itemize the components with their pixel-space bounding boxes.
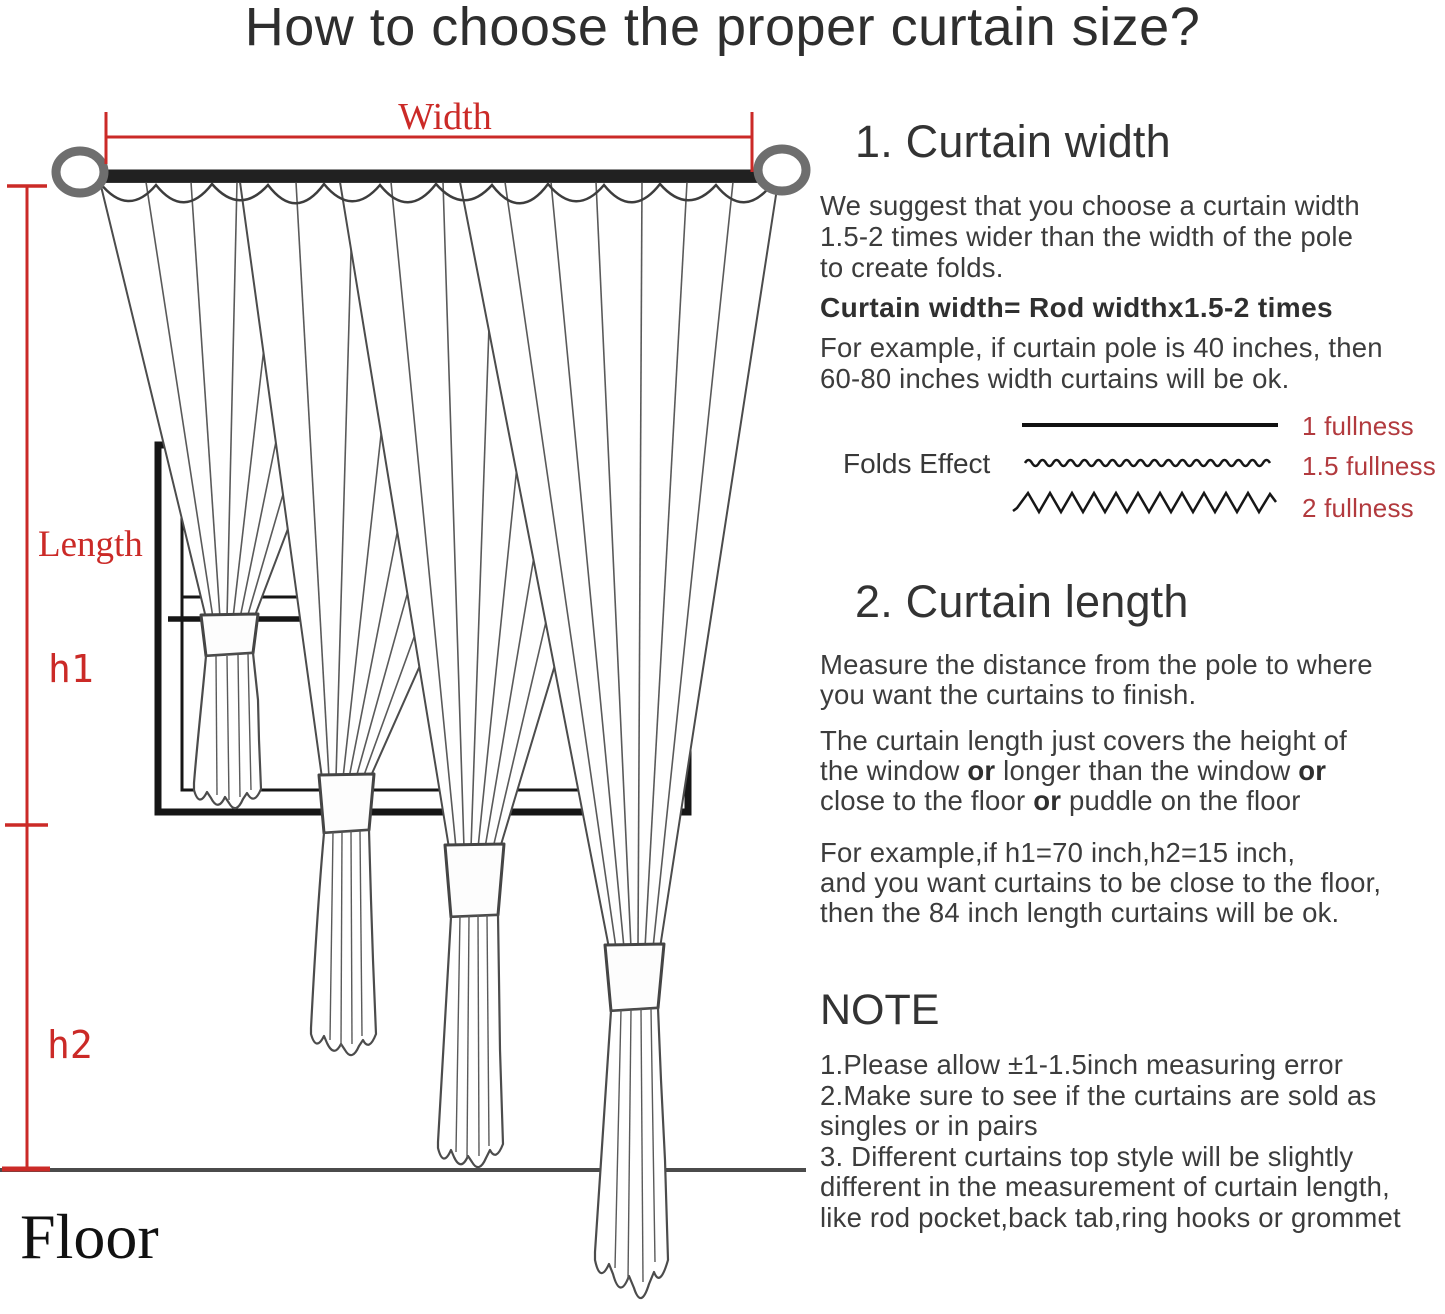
text-line: The curtain length just covers the height of: [820, 725, 1348, 756]
note-line: different in the measurement of curtain length,: [820, 1171, 1390, 1202]
note-heading: NOTE: [820, 986, 940, 1034]
fullness-label-1: 1 fullness: [1302, 411, 1414, 441]
note-line: 3. Different curtains top style will be slightly: [820, 1140, 1354, 1172]
text-segment: longer than the window: [995, 755, 1299, 786]
text-line: For example, if curtain pole is 40 inches, then: [820, 332, 1383, 363]
note-line: 1.Please allow ±1-1.5inch measuring error: [820, 1049, 1344, 1080]
text-line: and you want curtains to be close to the floor,: [820, 867, 1382, 898]
tie-band-1: [201, 614, 258, 656]
h1-label: h1: [48, 647, 94, 691]
tie-band-3: [445, 844, 504, 917]
bold-or: or: [1298, 755, 1327, 786]
text-segment: close to the floor: [820, 785, 1034, 816]
bold-or: or: [967, 755, 996, 786]
width-label: Width: [398, 96, 492, 138]
note-line: 2.Make sure to see if the curtains are sold as: [820, 1079, 1377, 1111]
section-2-heading: 2. Curtain length: [855, 576, 1189, 627]
width-formula: Curtain width= Rod widthx1.5-2 times: [820, 292, 1334, 323]
text-line: [820, 756, 1347, 786]
tie-band-4: [605, 944, 664, 1011]
tie-band-2: [319, 774, 374, 833]
text-line: you want the curtains to finish.: [820, 679, 1197, 710]
note-list: [820, 1050, 1401, 1233]
bold-or: or: [1033, 785, 1062, 816]
note-line: like rod pocket,back tab,ring hooks or grommet: [820, 1201, 1401, 1233]
width-paragraph-2: [820, 332, 1383, 394]
rod-ring-right: [758, 149, 806, 191]
h2-label: h2: [47, 1023, 93, 1067]
text-line: to create folds.: [820, 252, 1004, 283]
page-title: How to choose the proper curtain size?: [244, 0, 1201, 57]
text-line: 1.5-2 times wider than the width of the pole: [820, 221, 1354, 252]
fullness-line-1-5: [1025, 460, 1270, 466]
length-paragraph-3: [820, 838, 1381, 928]
length-paragraph-1: [820, 650, 1373, 710]
section-1-heading: 1. Curtain width: [855, 116, 1171, 167]
text-line: We suggest that you choose a curtain width: [820, 190, 1360, 221]
text-segment: puddle on the floor: [1061, 785, 1301, 816]
fullness-label-2: 2 fullness: [1302, 493, 1414, 523]
length-measure: [2, 186, 143, 1169]
width-measure: [106, 96, 752, 172]
text-line: Measure the distance from the pole to where: [820, 649, 1373, 680]
text-line: 60-80 inches width curtains will be ok.: [820, 363, 1290, 394]
fullness-label-1-5: 1.5 fullness: [1302, 451, 1436, 481]
length-label: Length: [38, 524, 143, 565]
text-line: [820, 786, 1347, 816]
width-paragraph-1: [820, 190, 1360, 283]
text-segment: the window: [820, 755, 968, 786]
floor-label: Floor: [20, 1201, 159, 1272]
fullness-line-2: [1013, 493, 1276, 512]
tassel-1: [194, 653, 261, 808]
tassel-4: [595, 1008, 668, 1298]
folds-effect-lines: [1005, 405, 1295, 535]
note-line: singles or in pairs: [820, 1110, 1038, 1141]
text-line: then the 84 inch length curtains will be ok.: [820, 897, 1340, 928]
rod-ring-left: [56, 151, 104, 193]
length-paragraph-2: [820, 726, 1347, 816]
tassel-3: [438, 915, 503, 1167]
tassel-2: [311, 830, 376, 1055]
text-line: For example,if h1=70 inch,h2=15 inch,: [820, 837, 1296, 868]
folds-effect-label: Folds Effect: [843, 448, 991, 479]
